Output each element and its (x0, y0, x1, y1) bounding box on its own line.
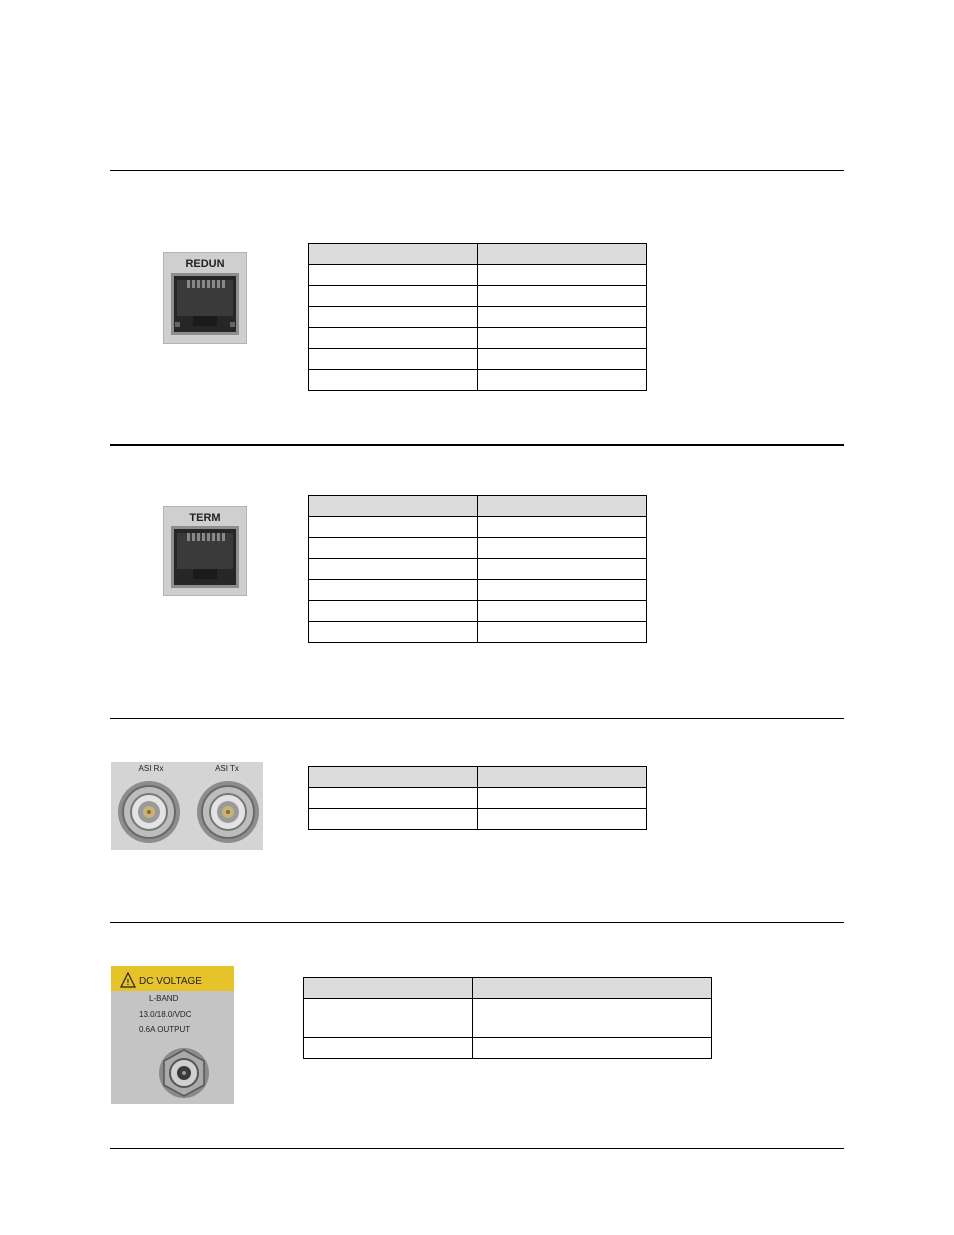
section-rule (110, 444, 844, 446)
table-header-row (309, 767, 647, 788)
f-connector (159, 1048, 209, 1098)
table-header-row (309, 496, 647, 517)
dc-voltage-warning: DC VOLTAGE (139, 976, 202, 987)
table-row (309, 286, 647, 307)
table-row (309, 517, 647, 538)
table-row (309, 349, 647, 370)
redun-port-photo (163, 252, 247, 344)
table-header-row (309, 244, 647, 265)
table-row (309, 809, 647, 830)
table-row (309, 265, 647, 286)
section-rule (110, 922, 844, 923)
lband-pinout-table (303, 977, 712, 1059)
lband-label: L-BAND (149, 994, 179, 1003)
term-pinout-table (308, 495, 647, 643)
svg-text:!: ! (126, 978, 130, 987)
asi-rx-label: ASI Rx (138, 764, 164, 773)
table-row (309, 328, 647, 349)
table-row (309, 580, 647, 601)
table-row (309, 370, 647, 391)
asi-pinout-table (308, 766, 647, 830)
table-row (309, 538, 647, 559)
table-row (304, 1038, 712, 1059)
asi-tx-bnc (197, 781, 259, 843)
table-row (309, 788, 647, 809)
section-rule (110, 1148, 844, 1149)
section-rule (110, 170, 844, 171)
table-row (304, 999, 712, 1038)
table-row (309, 559, 647, 580)
output-label: 0.6A OUTPUT (139, 1025, 191, 1034)
lband-dc-photo (111, 966, 234, 1104)
voltage-label: 13.0/18.0/VDC (139, 1010, 192, 1019)
table-header-row (304, 978, 712, 999)
term-port-photo (163, 506, 247, 596)
asi-rx-bnc (118, 781, 180, 843)
redun-pinout-table (308, 243, 647, 391)
table-row (309, 601, 647, 622)
section-rule (110, 718, 844, 719)
table-row (309, 622, 647, 643)
asi-tx-label: ASI Tx (215, 764, 239, 773)
asi-bnc-photo (111, 762, 263, 850)
term-port-label: TERM (189, 512, 221, 524)
table-row (309, 307, 647, 328)
redun-port-label: REDUN (185, 258, 225, 270)
